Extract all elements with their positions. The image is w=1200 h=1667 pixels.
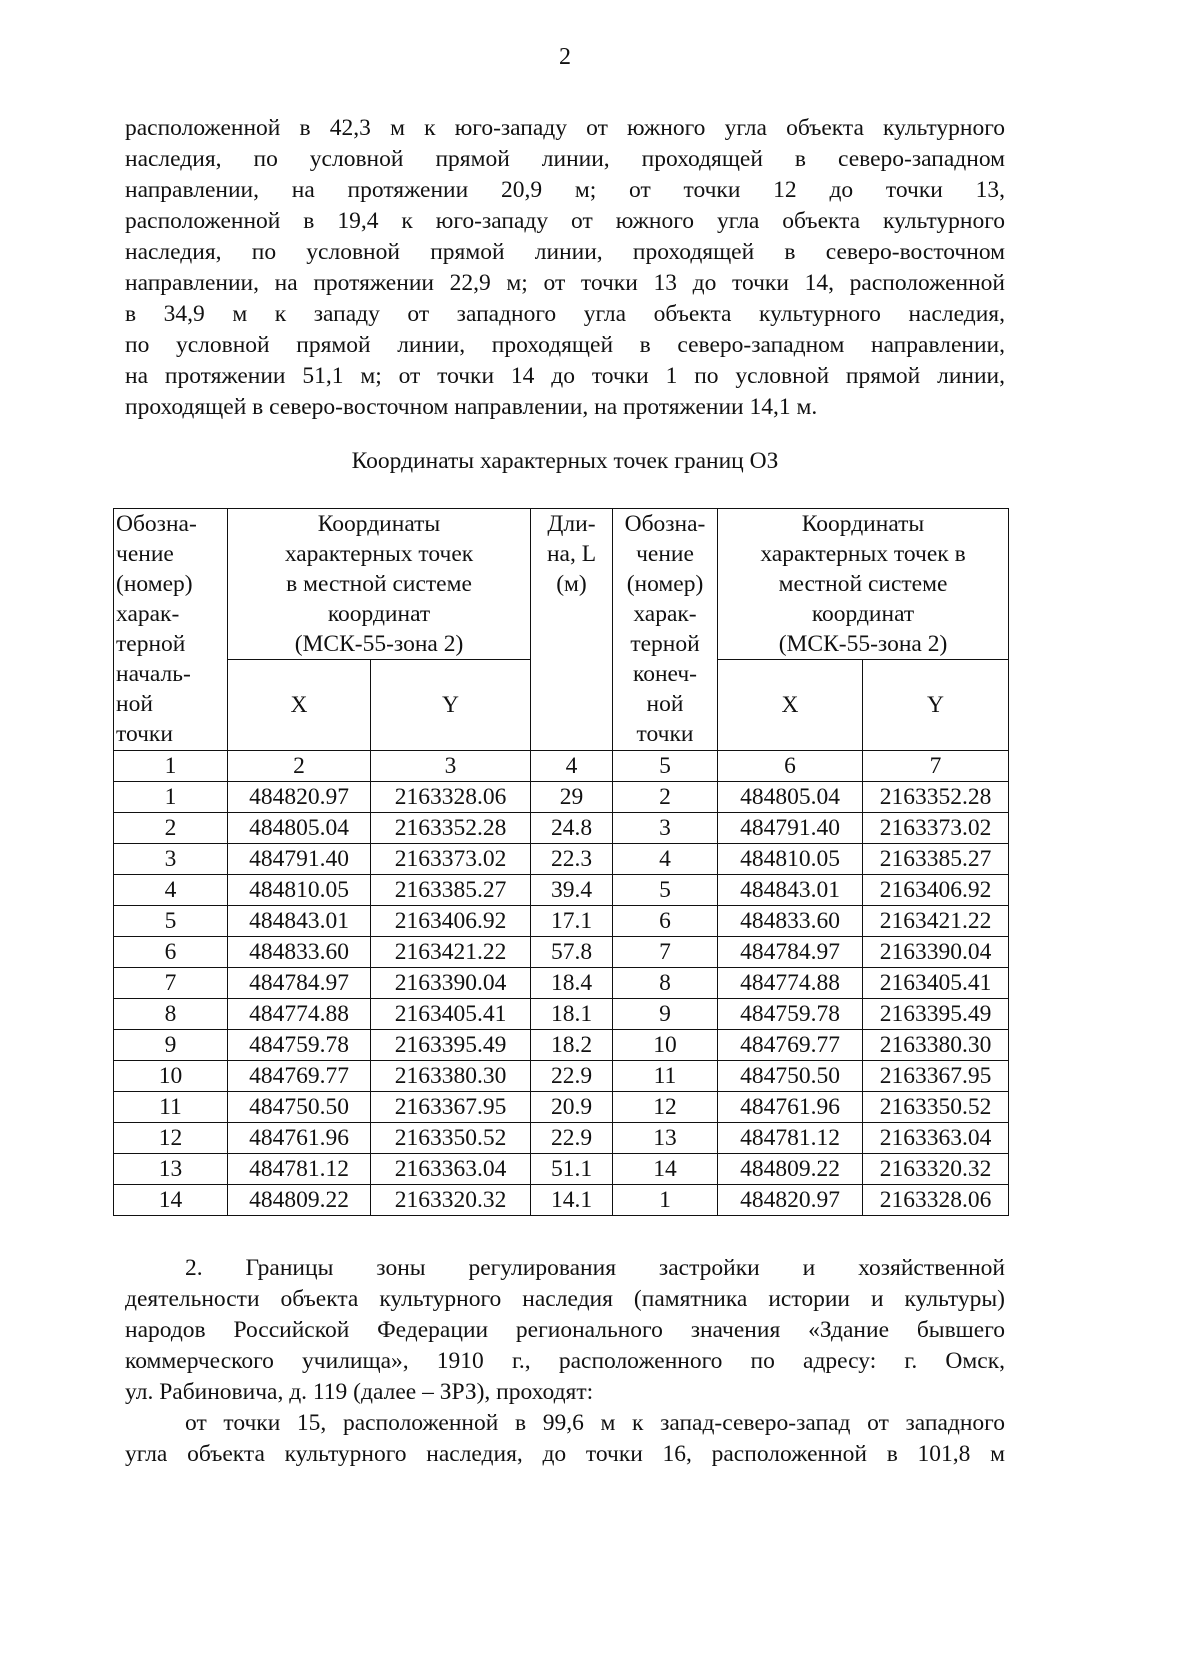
text-line: от точки 15, расположенной в 99,6 м к запад-северо-запад от западного [185,1410,1005,1436]
table-cell: 6 [114,937,228,968]
table-cell: 9 [613,999,718,1030]
paragraph-2 [125,1253,1005,1408]
table-cell: 2163352.28 [863,782,1009,813]
table-cell: 14 [613,1154,718,1185]
table-cell: 484791.40 [718,813,863,844]
table-cell: 484774.88 [718,968,863,999]
column-number: 4 [531,751,613,782]
table-cell: 484759.78 [718,999,863,1030]
table-cell: 17.1 [531,906,613,937]
table-cell: 13 [613,1123,718,1154]
table-cell: 2 [114,813,228,844]
table-cell: 8 [114,999,228,1030]
table-cell: 484805.04 [228,813,371,844]
table-cell: 484769.77 [228,1061,371,1092]
text-line: расположенной в 42,3 м к юго-западу от южного угла объекта культурного [125,115,1005,141]
text-line: по условной прямой линии, проходящей в северо-западном направлении, [125,332,1005,358]
table-cell: 2163350.52 [863,1092,1009,1123]
text-line: деятельности объекта культурного наследия (памятника истории и культуры) [125,1286,1005,1312]
table-cell: 22.9 [531,1061,613,1092]
text-line: угла объекта культурного наследия, до точки 16, расположенной в 101,8 м [125,1441,1005,1467]
column-number-row [114,751,1009,782]
table-cell: 2163350.52 [371,1123,531,1154]
table-cell: 484809.22 [228,1185,371,1216]
table-cell: 2 [613,782,718,813]
page-number: 2 [559,44,571,70]
table-row [114,999,1009,1030]
table-cell: 2163406.92 [863,875,1009,906]
text-line: на протяжении 51,1 м; от точки 14 до точки 1 по условной прямой линии, [125,363,1005,389]
table-cell: 484820.97 [228,782,371,813]
table-cell: 2163352.28 [371,813,531,844]
table-row [114,1061,1009,1092]
table-cell: 484784.97 [228,968,371,999]
table-cell: 9 [114,1030,228,1061]
table-cell: 2163406.92 [371,906,531,937]
table-cell: 13 [114,1154,228,1185]
table-cell: 484781.12 [228,1154,371,1185]
header-end-point: Обозна- чение (номер) харак- терной конеч- ной точки [613,509,718,751]
column-number: 2 [228,751,371,782]
table-cell: 484784.97 [718,937,863,968]
header-x-right: X [718,660,863,751]
table-cell: 2163373.02 [863,813,1009,844]
table-cell: 484791.40 [228,844,371,875]
text-line: в 34,9 м к западу от западного угла объекта культурного наследия, [125,301,1005,327]
table-cell: 2163390.04 [371,968,531,999]
table-cell: 3 [114,844,228,875]
table-cell: 2163373.02 [371,844,531,875]
table-cell: 2163320.32 [863,1154,1009,1185]
table-cell: 22.9 [531,1123,613,1154]
table-cell: 5 [114,906,228,937]
header-x-left: X [228,660,371,751]
table-row [114,875,1009,906]
table-cell: 2163405.41 [863,968,1009,999]
column-number: 6 [718,751,863,782]
column-number: 1 [114,751,228,782]
table-cell: 484805.04 [718,782,863,813]
column-number: 5 [613,751,718,782]
table-cell: 484769.77 [718,1030,863,1061]
table-cell: 484809.22 [718,1154,863,1185]
table-cell: 484761.96 [228,1123,371,1154]
table-cell: 20.9 [531,1092,613,1123]
table-cell: 12 [613,1092,718,1123]
text-line: расположенной в 19,4 к юго-западу от южного угла объекта культурного [125,208,1005,234]
table-cell: 51.1 [531,1154,613,1185]
table-cell: 2163405.41 [371,999,531,1030]
table-cell: 10 [613,1030,718,1061]
table-row [114,782,1009,813]
table-row [114,1154,1009,1185]
table-cell: 2163380.30 [863,1030,1009,1061]
table-cell: 484843.01 [718,875,863,906]
table-cell: 2163367.95 [863,1061,1009,1092]
table-cell: 2163385.27 [863,844,1009,875]
text-line: 2. Границы зоны регулирования застройки и хозяйственной [185,1255,1005,1281]
table-cell: 2163390.04 [863,937,1009,968]
table-cell: 484833.60 [228,937,371,968]
table-cell: 2163421.22 [863,906,1009,937]
paragraph-1 [125,113,1005,423]
table-cell: 2163395.49 [371,1030,531,1061]
table-cell: 39.4 [531,875,613,906]
table-cell: 2163363.04 [863,1123,1009,1154]
table-cell: 4 [114,875,228,906]
table-cell: 6 [613,906,718,937]
table-cell: 4 [613,844,718,875]
table-cell: 2163385.27 [371,875,531,906]
header-y-left: Y [371,660,531,751]
column-number: 3 [371,751,531,782]
table-cell: 484761.96 [718,1092,863,1123]
table-cell: 24.8 [531,813,613,844]
table-cell: 2163395.49 [863,999,1009,1030]
table-cell: 484774.88 [228,999,371,1030]
table-row [114,844,1009,875]
table-cell: 3 [613,813,718,844]
table-cell: 18.2 [531,1030,613,1061]
header-length: Дли- на, L (м) [531,509,613,751]
header-coords-left: Координаты характерных точек в местной системе координат (МСК-55-зона 2) [228,509,531,660]
text-line: народов Российской Федерации регионального значения «Здание бывшего [125,1317,1005,1343]
table-cell: 484820.97 [718,1185,863,1216]
table-cell: 57.8 [531,937,613,968]
table-cell: 7 [114,968,228,999]
table-row [114,1123,1009,1154]
table-cell: 484810.05 [718,844,863,875]
table-cell: 2163320.32 [371,1185,531,1216]
text-line: наследия, по условной прямой линии, проходящей в северо-восточном [125,239,1005,265]
table-row [114,968,1009,999]
table-cell: 22.3 [531,844,613,875]
text-line: проходящей в северо-восточном направлении, на протяжении 14,1 м. [125,394,818,420]
header-start-point: Обозна- чение (номер) харак- терной началь- ной точки [114,509,228,751]
table-cell: 14 [114,1185,228,1216]
paragraph-3 [125,1408,1005,1470]
table-cell: 11 [613,1061,718,1092]
text-line: направлении, на протяжении 20,9 м; от точки 12 до точки 13, [125,177,1005,203]
table-row [114,1185,1009,1216]
table-cell: 484810.05 [228,875,371,906]
table-cell: 29 [531,782,613,813]
table-cell: 18.1 [531,999,613,1030]
table-row [114,906,1009,937]
table-cell: 484750.50 [718,1061,863,1092]
table-cell: 1 [114,782,228,813]
table-cell: 10 [114,1061,228,1092]
table-cell: 5 [613,875,718,906]
text-line: ул. Рабиновича, д. 119 (далее – ЗРЗ), проходят: [125,1379,594,1405]
table-cell: 484759.78 [228,1030,371,1061]
table-cell: 2163421.22 [371,937,531,968]
table-cell: 18.4 [531,968,613,999]
table-cell: 14.1 [531,1185,613,1216]
table-cell: 2163328.06 [863,1185,1009,1216]
table-cell: 484781.12 [718,1123,863,1154]
header-y-right: Y [863,660,1009,751]
text-line: направлении, на протяжении 22,9 м; от точки 13 до точки 14, расположенной [125,270,1005,296]
table-cell: 484750.50 [228,1092,371,1123]
table-cell: 2163328.06 [371,782,531,813]
column-number: 7 [863,751,1009,782]
coordinates-table [113,508,1009,1216]
table-row [114,1030,1009,1061]
table-caption: Координаты характерных точек границ ОЗ [351,448,779,474]
table-cell: 7 [613,937,718,968]
table-cell: 8 [613,968,718,999]
header-coords-right: Координаты характерных точек в местной системе координат (МСК-55-зона 2) [718,509,1009,660]
table-cell: 1 [613,1185,718,1216]
table-cell: 11 [114,1092,228,1123]
text-line: наследия, по условной прямой линии, проходящей в северо-западном [125,146,1005,172]
table-row [114,937,1009,968]
table-cell: 2163367.95 [371,1092,531,1123]
text-line: коммерческого училища», 1910 г., расположенного по адресу: г. Омск, [125,1348,1005,1374]
table-cell: 484843.01 [228,906,371,937]
table-row [114,813,1009,844]
table-row [114,1092,1009,1123]
table-cell: 2163363.04 [371,1154,531,1185]
table-cell: 484833.60 [718,906,863,937]
table-cell: 12 [114,1123,228,1154]
table-cell: 2163380.30 [371,1061,531,1092]
